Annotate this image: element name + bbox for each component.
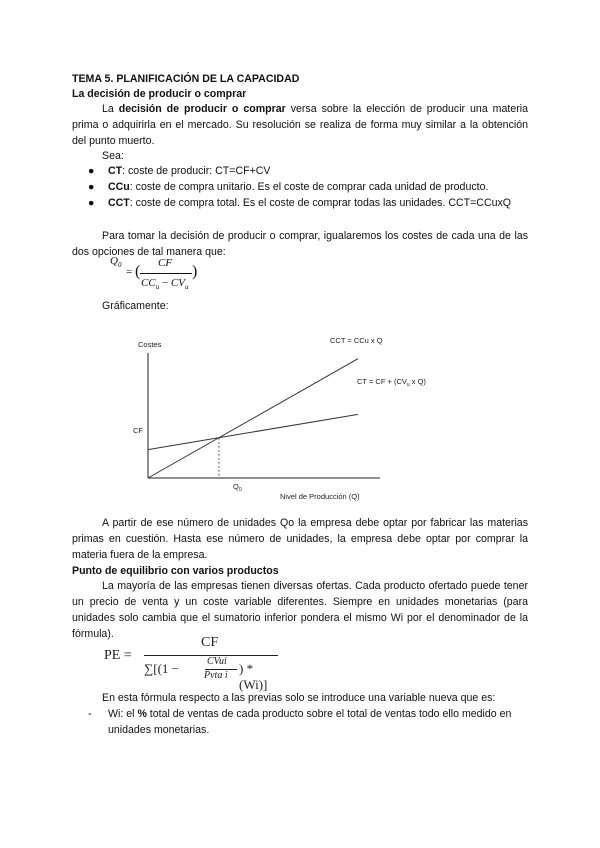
paragraph-igualar: Para tomar la decisión de producir o comprar, igualaremos los costes de cada una de las dos opciones de tal manera que:: [72, 230, 528, 258]
para-text: versa sobre la elección de producir una materia prima o adquirirla en el mercado. Su resolución se realiza de forma muy similar a la obtención del punto muerto.: [72, 103, 528, 147]
bullet-text: : coste de compra total. Es el coste de comprar todas las unidades. CCT=CCuxQ: [129, 197, 512, 209]
formula-pe-frac-num: CVui: [207, 656, 227, 667]
para-bold-term: decisión de producir o comprar: [118, 103, 286, 115]
formula-lhs: $Q_0$: [110, 255, 122, 270]
formula-fraction-bar: [140, 273, 192, 274]
formula-den: $CC_u - CV_u$: [141, 277, 189, 292]
formula-pe-lhs: PE =: [104, 648, 132, 663]
formula-pe-den-post: ) * (Wi)]: [239, 661, 268, 692]
formula-pe-num: CF: [201, 635, 219, 650]
bullet-term: CCT: [108, 197, 130, 209]
sea-label: Sea:: [102, 150, 124, 162]
bullet-text: : coste de producir: CT=CF+CV: [122, 165, 271, 177]
chart-ylabel: Costes: [138, 340, 162, 349]
paragraph-q0: A partir de ese número de unidades Qo la empresa debe optar por fabricar las materias primas en cuestión. Hasta ese número de unidades, la empresa debe optar por comprar la materia fuera de la empresa.: [72, 517, 528, 561]
formula-paren-open: (: [135, 263, 141, 280]
formula-pe: [102, 633, 282, 692]
cost-chart: [130, 325, 460, 510]
bullet-icon: ●: [88, 181, 95, 193]
formula-paren-close: ): [192, 263, 198, 280]
section-heading-producir-comprar: La decisión de producir o comprar: [72, 88, 247, 100]
paragraph-varios-productos: La mayoría de las empresas tienen diversas ofertas. Cada producto ofertado puede tener un precio de venta y un coste variable diferentes. Siempre en unidades monetarias (para unidades solo cambia que el sumatorio inferior pondera el mismo Wi por el denominador de la fórmula).: [72, 580, 528, 640]
para-text: La: [102, 103, 119, 115]
page-title: TEMA 5. PLANIFICACIÓN DE LA CAPACIDAD: [72, 73, 300, 85]
bullet-text: : coste de compra unitario. Es el coste de comprar cada unidad de producto.: [129, 181, 489, 193]
graficamente-label: Gráficamente:: [102, 300, 169, 312]
series-line-ct: [148, 414, 358, 449]
series-line-cct: [148, 359, 358, 478]
cf-label: CF: [133, 426, 143, 435]
dash-text: Wi: el % total de ventas de cada producto sobre el total de ventas todo ello medido en unidades monetarias.: [108, 708, 512, 736]
formula-eq: =: [126, 266, 133, 278]
bullet-icon: ●: [88, 197, 95, 209]
legend-ct: CT = CF + ($CV_u$ x Q): [357, 377, 426, 388]
paragraph-variable-nueva: En esta fórmula respecto a las previas solo se introduce una variable nueva que es:: [102, 692, 496, 704]
dash-marker: -: [88, 708, 92, 720]
bullet-icon: ●: [88, 165, 95, 177]
section-heading-equilibrio: Punto de equilibrio con varios productos: [72, 565, 279, 577]
bullet-term: CCu: [108, 181, 130, 193]
formula-q0: [110, 255, 230, 297]
bullet-term: CT: [108, 165, 123, 177]
formula-pe-frac-den: Pvta i: [204, 670, 228, 681]
chart-xlabel: Nivel de Producción (Q): [280, 492, 360, 501]
formula-num: CF: [158, 257, 173, 269]
formula-pe-den-pre: ∑[(1 −: [144, 661, 180, 676]
paragraph-decision: [72, 101, 528, 149]
legend-cct: CCT = CCu x Q: [330, 336, 383, 345]
q0-label: $Q_0$: [233, 482, 242, 493]
